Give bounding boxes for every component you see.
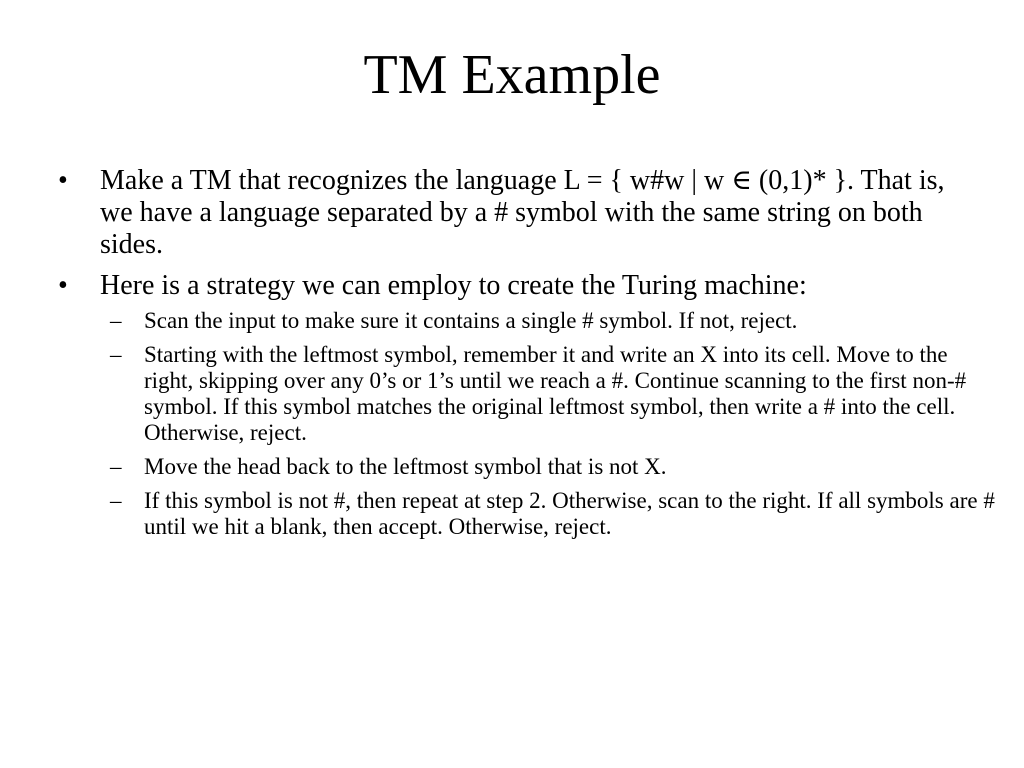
- sub-bullet-marker: –: [110, 454, 122, 479]
- sub-bullet-item: [100, 454, 996, 480]
- slide-title: TM Example: [363, 44, 661, 106]
- bullet-list: [56, 165, 995, 549]
- bullet-marker: •: [58, 270, 68, 301]
- sub-bullet-item: [100, 342, 996, 446]
- sub-bullet-marker: –: [110, 488, 122, 513]
- sub-bullet-marker: –: [110, 342, 122, 367]
- bullet-text: Here is a strategy we can employ to create the Turing machine:: [100, 270, 807, 301]
- sub-bullet-item: [100, 308, 996, 334]
- sub-bullet-text: Move the head back to the leftmost symbol that is not X.: [144, 454, 667, 479]
- sub-bullet-marker: –: [110, 308, 122, 333]
- sub-bullet-text: Starting with the leftmost symbol, remember it and write an X into its cell. Move to the right, skipping over any 0’s or 1’s until we reach a #. Continue scanning to the first non-# symbol. If this symbol matches the original leftmost symbol, then write a # into the cell. Otherwise, reject.: [144, 342, 967, 445]
- sub-bullet-text: Scan the input to make sure it contains a single # symbol. If not, reject.: [144, 308, 798, 333]
- bullet-item: [56, 165, 956, 261]
- sub-bullet-list: [100, 308, 995, 540]
- bullet-text: Make a TM that recognizes the language L = { w#w | w ∈ (0,1)* }. That is, we have a language separated by a # symbol with the same string on both sides.: [100, 165, 945, 260]
- bullet-marker: •: [58, 165, 68, 196]
- sub-bullet-text: If this symbol is not #, then repeat at step 2. Otherwise, scan to the right. If all symbols are # until we hit a blank, then accept. Otherwise, reject.: [144, 488, 995, 539]
- bullet-item: [56, 270, 995, 540]
- sub-bullet-item: [100, 488, 996, 540]
